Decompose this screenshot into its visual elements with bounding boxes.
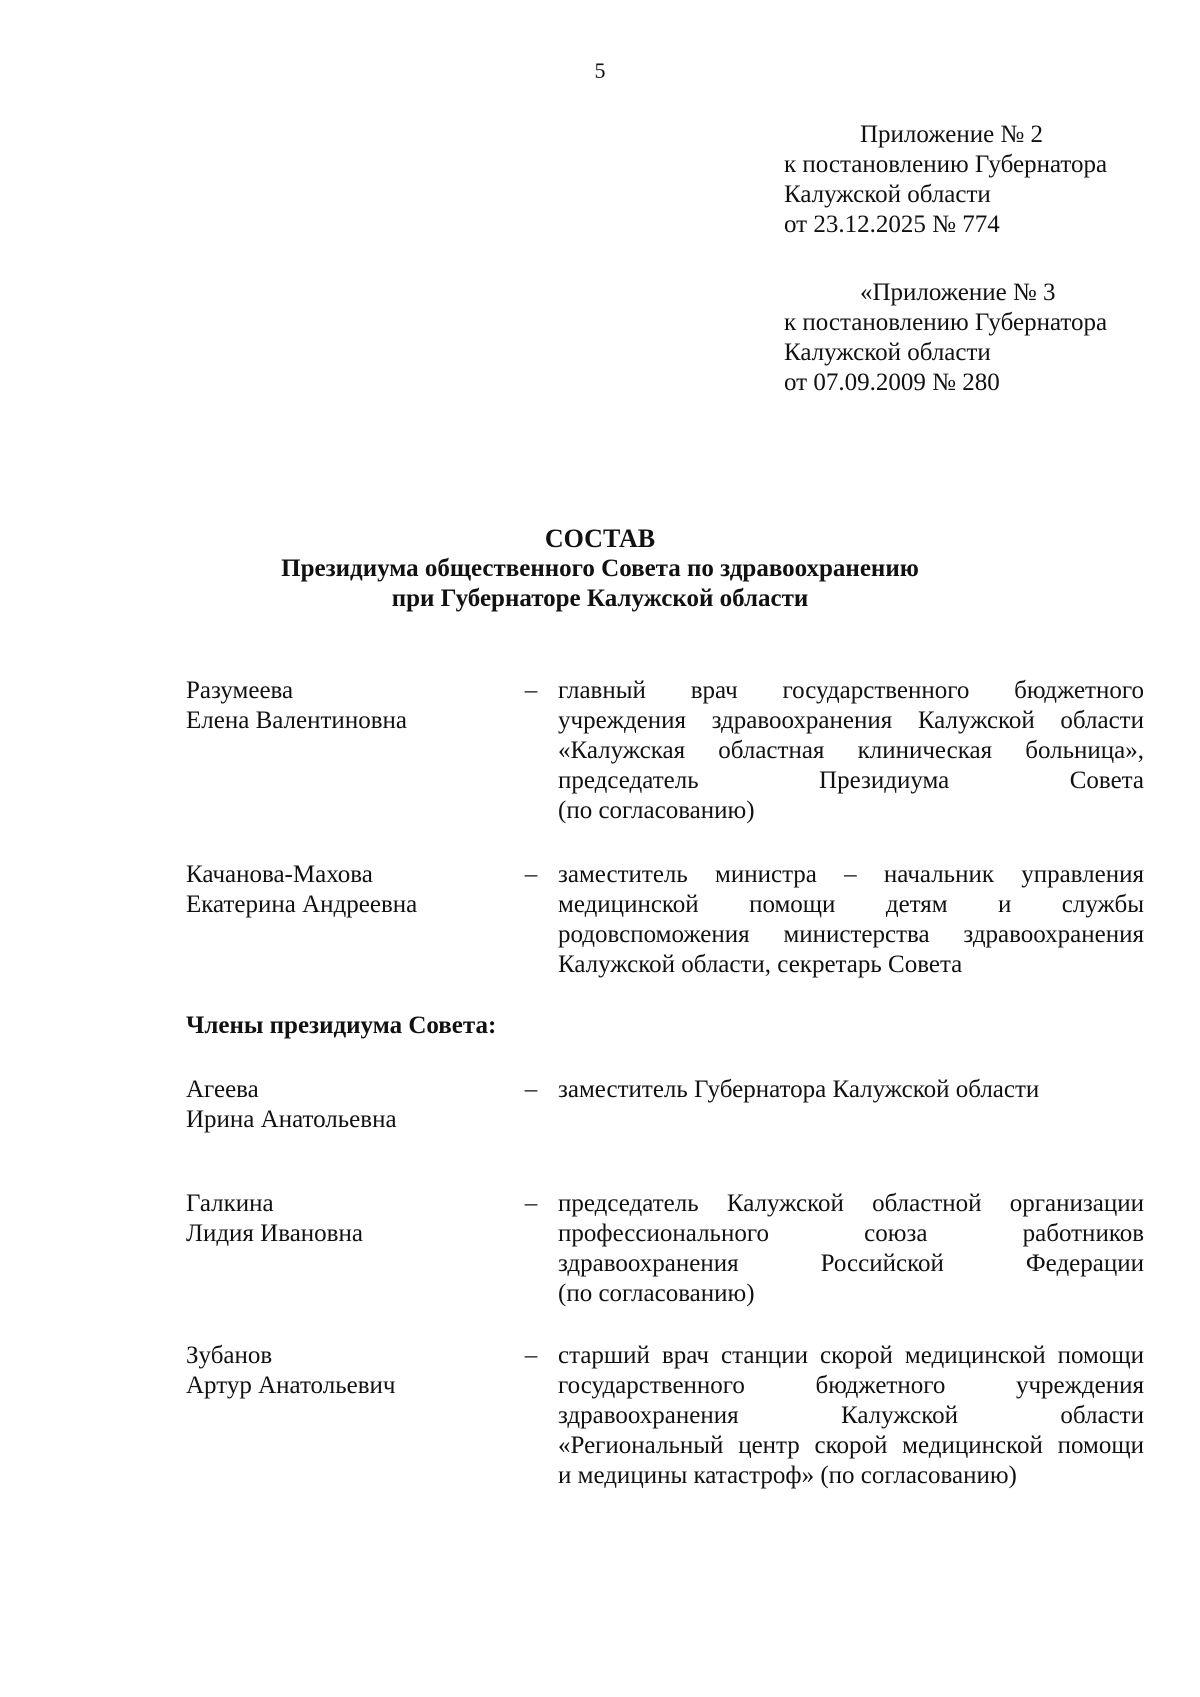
position-line: (по согласованию) (558, 797, 755, 824)
appendix-previous-line2: к постановлению Губернатора (784, 309, 1108, 336)
position-line: «Региональный центр скорой медицинской помощи (558, 1432, 1144, 1459)
person-given-names: Ирина Анатольевна (186, 1106, 397, 1133)
appendix-current-line4: от 23.12.2025 № 774 (784, 211, 1000, 238)
person-given-names: Елена Валентиновна (186, 707, 407, 734)
position-line: «Калужская областная клиническая больница», (558, 737, 1144, 764)
dash-separator: – (524, 677, 538, 704)
person-position (558, 860, 1144, 980)
position-line: заместитель Губернатора Калужской области (558, 1076, 1040, 1103)
position-line: медицинской помощи детям и службы (558, 891, 1144, 918)
appendix-previous (784, 278, 1164, 398)
person-position (558, 1341, 1144, 1491)
position-line: старший врач станции скорой медицинской помощи (558, 1342, 1144, 1369)
position-line: и медицины катастроф» (по согласованию) (558, 1462, 1017, 1489)
appendix-current-line2: к постановлению Губернатора (784, 151, 1108, 178)
person-given-names: Екатерина Андреевна (186, 891, 418, 918)
title-sub1: Президиума общественного Совета по здравоохранению (281, 555, 919, 582)
appendix-current-line3: Калужской области (784, 181, 991, 208)
appendix-previous-line4: от 07.09.2009 № 280 (784, 369, 1000, 396)
person-position (558, 1075, 1144, 1105)
person-name (186, 860, 506, 920)
title-sub2: при Губернаторе Калужской области (391, 585, 809, 612)
appendix-current-line1: Приложение № 2 (860, 121, 1044, 148)
position-line: государственного бюджетного учреждения (558, 1372, 1144, 1399)
position-line: заместитель министра – начальник управления (558, 861, 1144, 888)
person-surname: Зубанов (186, 1342, 273, 1369)
person-name (186, 1189, 506, 1249)
page-number: 5 (594, 58, 606, 83)
position-line: учреждения здравоохранения Калужской области (558, 707, 1144, 734)
person-surname: Качанова-Махова (186, 861, 373, 888)
appendix-current (784, 120, 1164, 240)
document-title (0, 524, 1200, 614)
person-surname: Агеева (186, 1076, 259, 1103)
position-line: Калужской области, секретарь Совета (558, 951, 963, 978)
position-line: председатель Калужской областной организации (558, 1190, 1144, 1217)
person-name (186, 676, 506, 736)
person-name (186, 1075, 506, 1135)
position-line: здравоохранения Российской Федерации (558, 1250, 1144, 1277)
title-main: СОСТАВ (544, 524, 656, 553)
position-line: председатель Президиума Совета (558, 767, 1144, 794)
person-position (558, 1189, 1144, 1309)
person-surname: Разумеева (186, 677, 294, 704)
position-line: главный врач государственного бюджетного (558, 677, 1144, 704)
person-name (186, 1341, 506, 1401)
position-line: здравоохранения Калужской области (558, 1402, 1144, 1429)
appendix-previous-line1: «Приложение № 3 (860, 279, 1056, 306)
dash-separator: – (524, 1342, 538, 1369)
person-position (558, 676, 1144, 826)
person-given-names: Лидия Ивановна (186, 1220, 363, 1247)
appendix-previous-line3: Калужской области (784, 339, 991, 366)
dash-separator: – (524, 861, 538, 888)
members-heading: Члены президиума Совета: (186, 1012, 497, 1039)
position-line: профессионального союза работников (558, 1220, 1144, 1247)
person-surname: Галкина (186, 1190, 274, 1217)
position-line: (по согласованию) (558, 1280, 755, 1307)
dash-separator: – (524, 1190, 538, 1217)
position-line: родовспоможения министерства здравоохранения (558, 921, 1144, 948)
person-given-names: Артур Анатольевич (186, 1372, 396, 1399)
dash-separator: – (524, 1076, 538, 1103)
